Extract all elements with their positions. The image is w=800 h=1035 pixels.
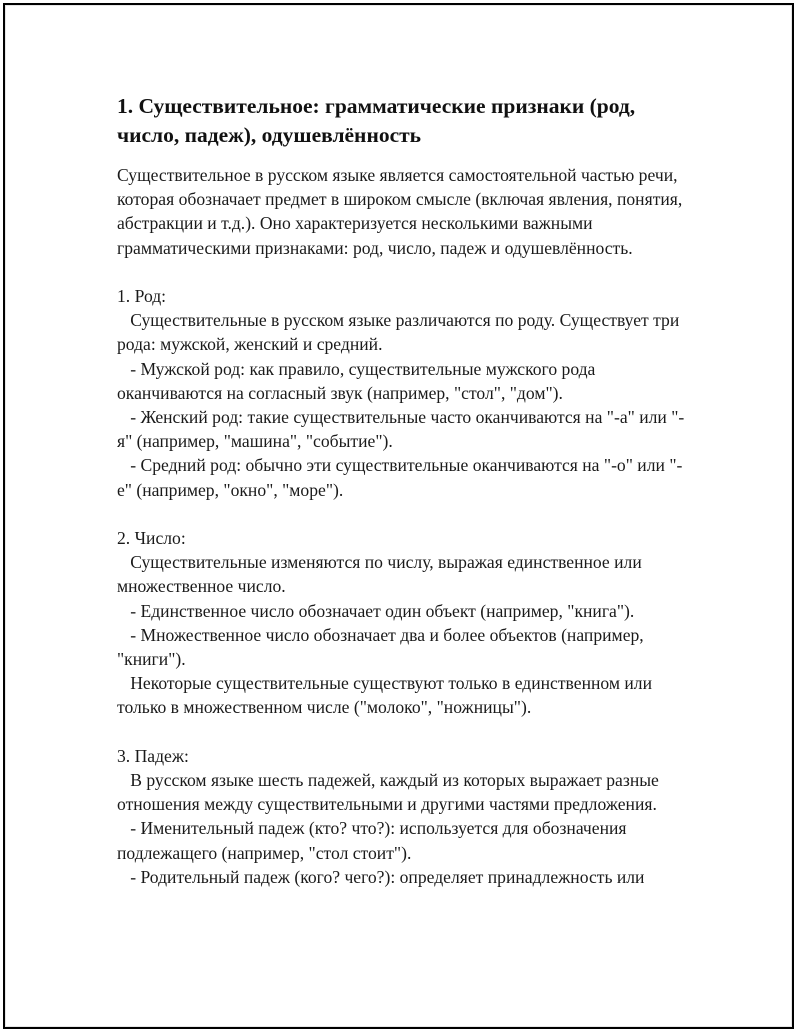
section-heading: 1. Род: xyxy=(117,286,167,306)
section-line: - Множественное число обозначает два и более объектов (например, "книги"). xyxy=(117,624,649,670)
section-heading: 2. Число: xyxy=(117,528,186,549)
section-number xyxy=(117,526,695,720)
spacer xyxy=(117,502,695,526)
section-case xyxy=(117,744,695,889)
document-body xyxy=(117,92,695,889)
section-line: В русском языке шесть падежей, каждый из которых выражает разные отношения между существительными и другими частями предложения. xyxy=(117,770,664,815)
spacer xyxy=(117,260,695,284)
section-line: - Женский род: такие существительные часто оканчиваются на "-а" или "-я" (например, "машина", "событие"). xyxy=(117,407,685,452)
section-line: - Единственное число обозначает один объект (например, "книга"). xyxy=(117,600,635,621)
section-line: - Мужской род: как правило, существительные мужского рода оканчиваются на согласный звук (например, "стол", "дом"). xyxy=(117,358,600,403)
section-line: Некоторые существительные существуют только в единственном или только в множественном числе ("молоко", "ножницы"). xyxy=(117,673,657,718)
document-title: 1. Существительное: грамматические признаки (род, число, падеж), одушевлённость xyxy=(117,94,636,147)
section-line: - Именительный падеж (кто? что?): используется для обозначения подлежащего (например, "стол стоит"). xyxy=(117,818,631,863)
intro-paragraph: Существительное в русском языке является самостоятельной частью речи, которая обозначает предмет в широком смысле (включая явления, понятия, абстракции и т.д.). Оно характеризуется несколькими важными грамматическими признаками: род, число, падеж и одушевлённость. xyxy=(117,165,687,258)
section-line: - Родительный падеж (кого? чего?): определяет принадлежность или xyxy=(117,866,645,887)
section-line: Существительные в русском языке различаются по роду. Существует три рода: мужской, женский и средний. xyxy=(117,310,684,355)
spacer xyxy=(117,720,695,744)
section-heading: 3. Падеж: xyxy=(117,745,189,766)
section-line: - Средний род: обычно эти существительные оканчиваются на "-о" или "-е" (например, "окно", "море"). xyxy=(117,455,683,500)
section-line: Существительные изменяются по числу, выражая единственное или множественное число. xyxy=(117,552,647,597)
section-gender xyxy=(117,284,695,502)
